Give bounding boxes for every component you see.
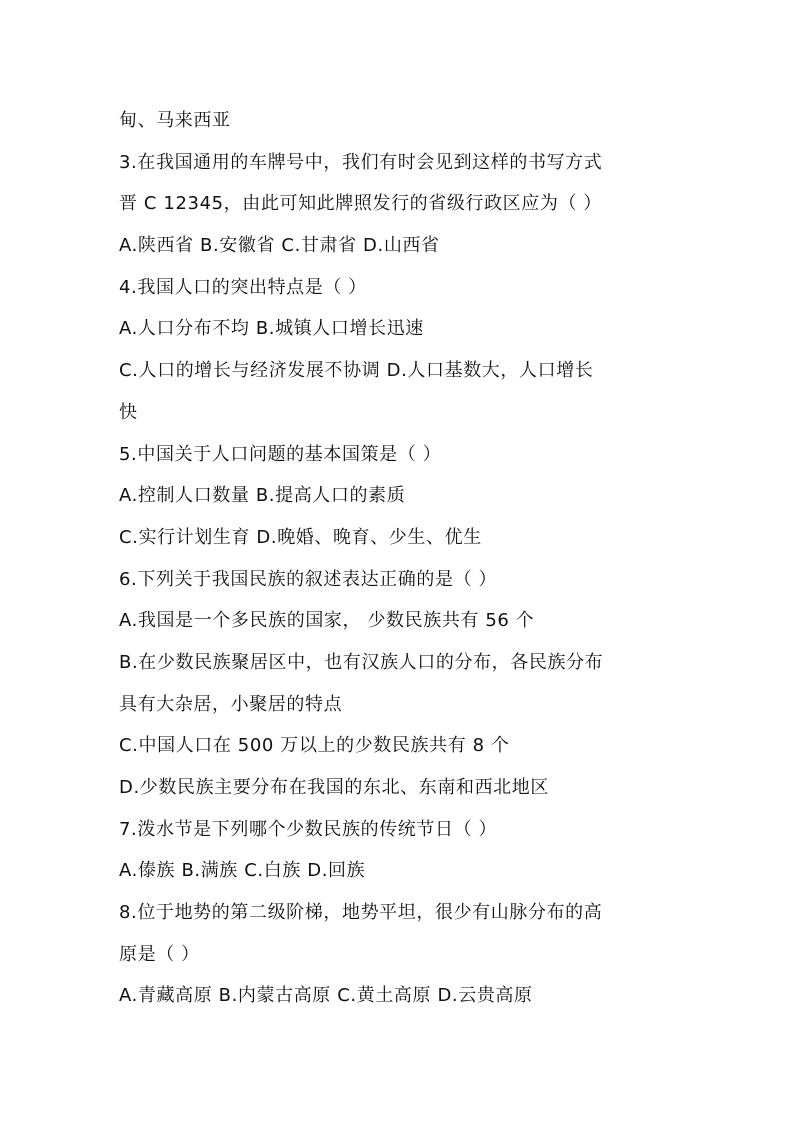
question-8-stem-cont: 原是（ ） [119, 943, 200, 965]
question-5-options-ab: A.控制人口数量 B.提高人口的素质 [119, 485, 406, 507]
question-6-stem: 6.下列关于我国民族的叙述表达正确的是（ ） [119, 568, 498, 590]
question-6-option-d: D.少数民族主要分布在我国的东北、东南和西北地区 [119, 777, 549, 798]
question-5-options-cd: C.实行计划生育 D.晚婚、晚育、少生、优生 [119, 526, 482, 548]
question-4-options-cd-cont: 快 [119, 401, 138, 423]
question-3-stem-cont: 晋 C 12345，由此可知此牌照发行的省级行政区应为（ ） [119, 193, 602, 215]
question-4-stem: 4.我国人口的突出特点是（ ） [119, 276, 367, 298]
text-body [119, 100, 679, 1017]
question-8-options: A.青藏高原 B.内蒙古高原 C.黄土高原 D.云贵高原 [119, 985, 533, 1007]
question-3-stem: 3.在我国通用的车牌号中，我们有时会见到这样的书写方式 [119, 151, 603, 173]
question-7-stem: 7.泼水节是下列哪个少数民族的传统节日（ ） [119, 818, 498, 840]
question-7-options: A.傣族 B.满族 C.白族 D.回族 [119, 860, 366, 882]
question-3-options: A.陕西省 B.安徽省 C.甘肃省 D.山西省 [119, 235, 440, 257]
text-line-continuation: 甸、马来西亚 [119, 110, 231, 131]
question-5-stem: 5.中国关于人口问题的基本国策是（ ） [119, 443, 442, 465]
question-4-options-cd: C.人口的增长与经济发展不协调 D.人口基数大，人口增长 [119, 360, 594, 382]
question-4-options-ab: A.人口分布不均 B.城镇人口增长迅速 [119, 318, 424, 340]
question-6-option-b-cont: 具有大杂居，小聚居的特点 [119, 693, 343, 715]
question-6-option-c: C.中国人口在 500 万以上的少数民族共有 8 个 [119, 735, 510, 757]
question-8-stem: 8.位于地势的第二级阶梯，地势平坦，很少有山脉分布的高 [119, 902, 603, 924]
question-6-option-a: A.我国是一个多民族的国家， 少数民族共有 56 个 [119, 610, 535, 632]
question-6-option-b: B.在少数民族聚居区中，也有汉族人口的分布，各民族分布 [119, 651, 604, 673]
